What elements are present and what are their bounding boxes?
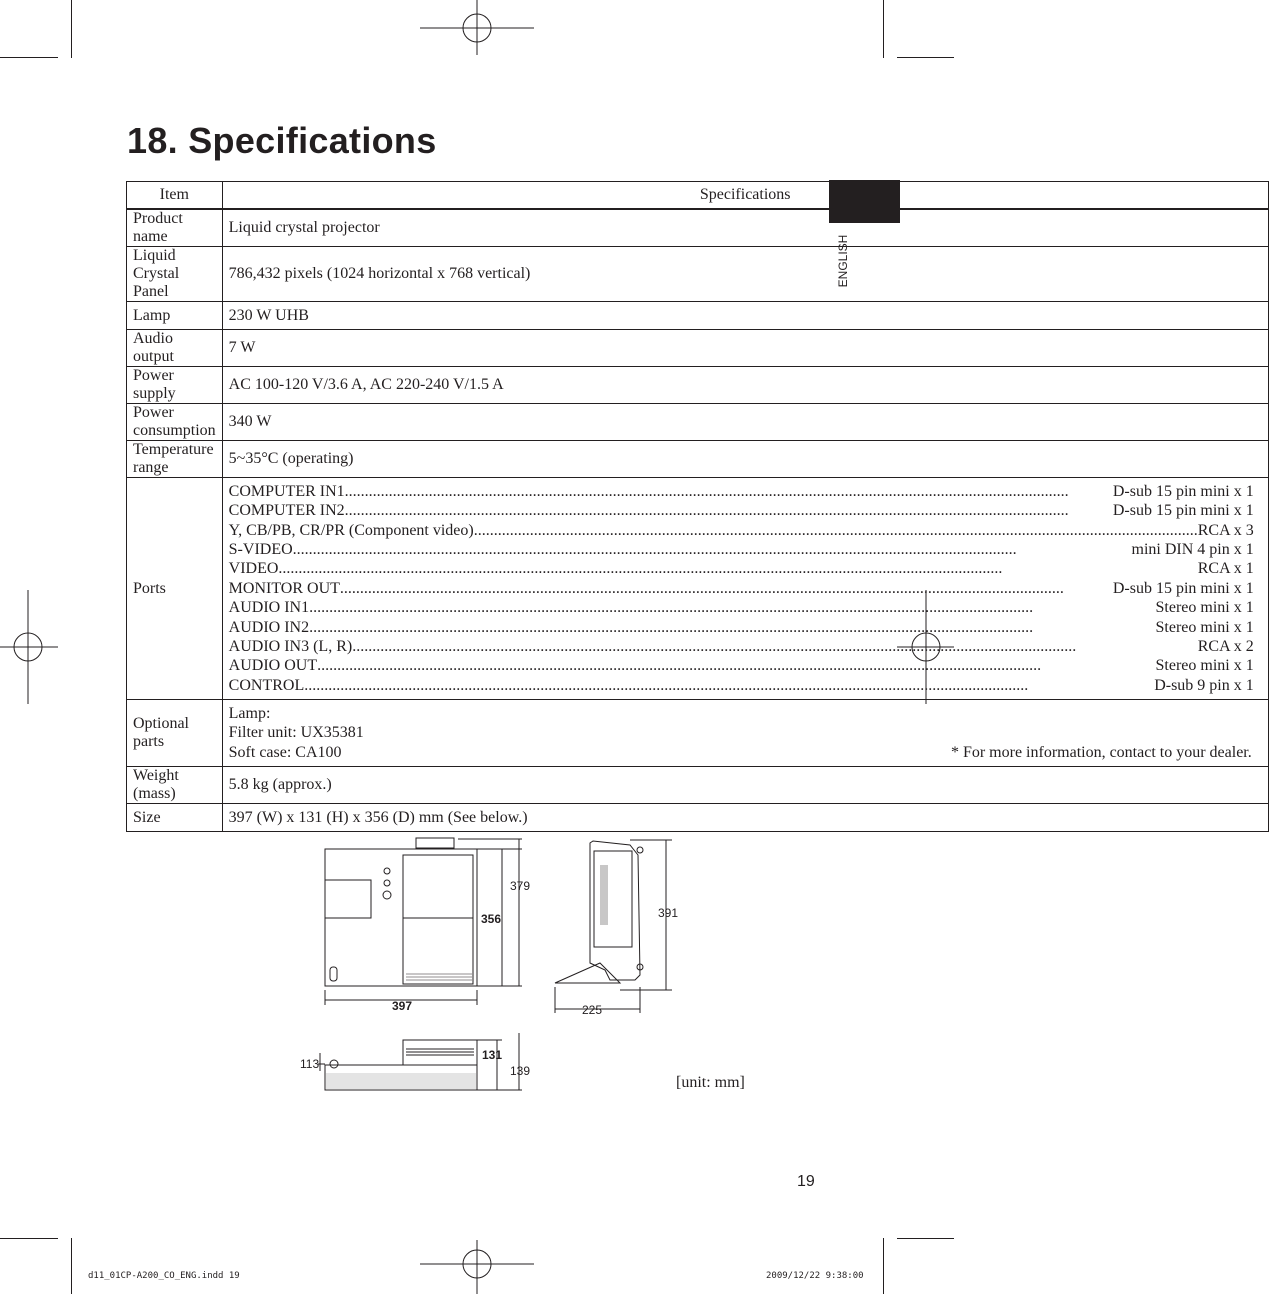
optional-line: Soft case: CA100 * For more information, contact to your dealer. xyxy=(228,743,1252,761)
page-number: 19 xyxy=(797,1173,815,1190)
unit-label: [unit: mm] xyxy=(676,1074,745,1091)
dim-225: 225 xyxy=(582,1003,603,1017)
language-label: ENGLISH xyxy=(836,234,850,288)
port-line: MONITOR OUT ..... D-sub 15 pin mini x 1 xyxy=(229,579,1254,598)
row-item: Temperature range xyxy=(127,441,223,478)
row-spec: 5.8 kg (approx.) xyxy=(222,767,1268,804)
optional-line: Filter unit: UX35381 xyxy=(228,724,364,742)
dim-113: 113 xyxy=(300,1057,320,1071)
header-item: Item xyxy=(127,182,223,210)
row-item: Optional parts xyxy=(127,700,223,767)
table-row xyxy=(127,441,1269,478)
port-line: S-VIDEO ..... mini DIN 4 pin x 1 xyxy=(229,540,1254,559)
optional-parts xyxy=(222,700,1268,767)
port-line: COMPUTER IN1 ..... D-sub 15 pin mini x 1 xyxy=(229,482,1254,501)
table-row xyxy=(127,404,1269,441)
port-line: AUDIO IN2 ..... Stereo mini x 1 xyxy=(229,618,1254,637)
table-row xyxy=(127,330,1269,367)
row-item: Size xyxy=(127,804,223,832)
row-spec: 230 W UHB xyxy=(222,302,1268,330)
port-line: Y, CB/PB, CR/PR (Component video) ..... RCA x 3 xyxy=(229,521,1254,540)
row-item: Power supply xyxy=(127,367,223,404)
port-line: AUDIO IN3 (L, R) ..... RCA x 2 xyxy=(229,637,1254,656)
port-line: AUDIO IN1 ..... Stereo mini x 1 xyxy=(229,598,1254,617)
dim-397: 397 xyxy=(392,999,413,1013)
header-spec: Specifications xyxy=(222,182,1268,210)
table-row xyxy=(127,209,1269,247)
optional-line: Lamp: xyxy=(228,704,271,722)
row-item: Liquid Crystal Panel xyxy=(127,247,223,302)
row-spec: Liquid crystal projector xyxy=(222,209,1268,247)
page-title: 18. Specifications xyxy=(127,120,437,161)
dim-379: 379 xyxy=(510,879,531,893)
port-line: COMPUTER IN2 ..... D-sub 15 pin mini x 1 xyxy=(229,501,1254,520)
row-item: Product name xyxy=(127,209,223,247)
dim-356: 356 xyxy=(481,912,502,926)
port-line: VIDEO ..... RCA x 1 xyxy=(229,559,1254,578)
row-item: Audio output xyxy=(127,330,223,367)
row-spec: 7 W xyxy=(222,330,1268,367)
table-row xyxy=(127,302,1269,330)
row-spec: 340 W xyxy=(222,404,1268,441)
port-line: CONTROL ..... D-sub 9 pin x 1 xyxy=(229,676,1254,695)
table-header xyxy=(127,182,1269,210)
port-line: AUDIO OUT ..... Stereo mini x 1 xyxy=(229,656,1254,675)
table-row xyxy=(127,247,1269,302)
row-item: Lamp xyxy=(127,302,223,330)
row-item: Weight (mass) xyxy=(127,767,223,804)
table-row xyxy=(127,767,1269,804)
footer-timestamp: 2009/12/22 9:38:00 xyxy=(766,1271,864,1281)
row-spec: 786,432 pixels (1024 horizontal x 768 vertical) xyxy=(222,247,1268,302)
row-spec: 397 (W) x 131 (H) x 356 (D) mm (See below.) xyxy=(222,804,1268,832)
spec-table xyxy=(126,181,1269,832)
table-row xyxy=(127,367,1269,404)
table-row xyxy=(127,804,1269,832)
footer-filename: d11_01CP-A200_CO_ENG.indd 19 xyxy=(88,1271,240,1281)
row-spec: 5~35°C (operating) xyxy=(222,441,1268,478)
row-item: Power consumption xyxy=(127,404,223,441)
ports-row xyxy=(127,478,1269,700)
row-item: Ports xyxy=(127,478,223,700)
dim-139: 139 xyxy=(510,1064,531,1078)
dim-391: 391 xyxy=(658,906,679,920)
dim-131: 131 xyxy=(482,1048,503,1062)
optional-row xyxy=(127,700,1269,767)
row-spec: AC 100-120 V/3.6 A, AC 220-240 V/1.5 A xyxy=(222,367,1268,404)
ports-list xyxy=(222,478,1268,700)
